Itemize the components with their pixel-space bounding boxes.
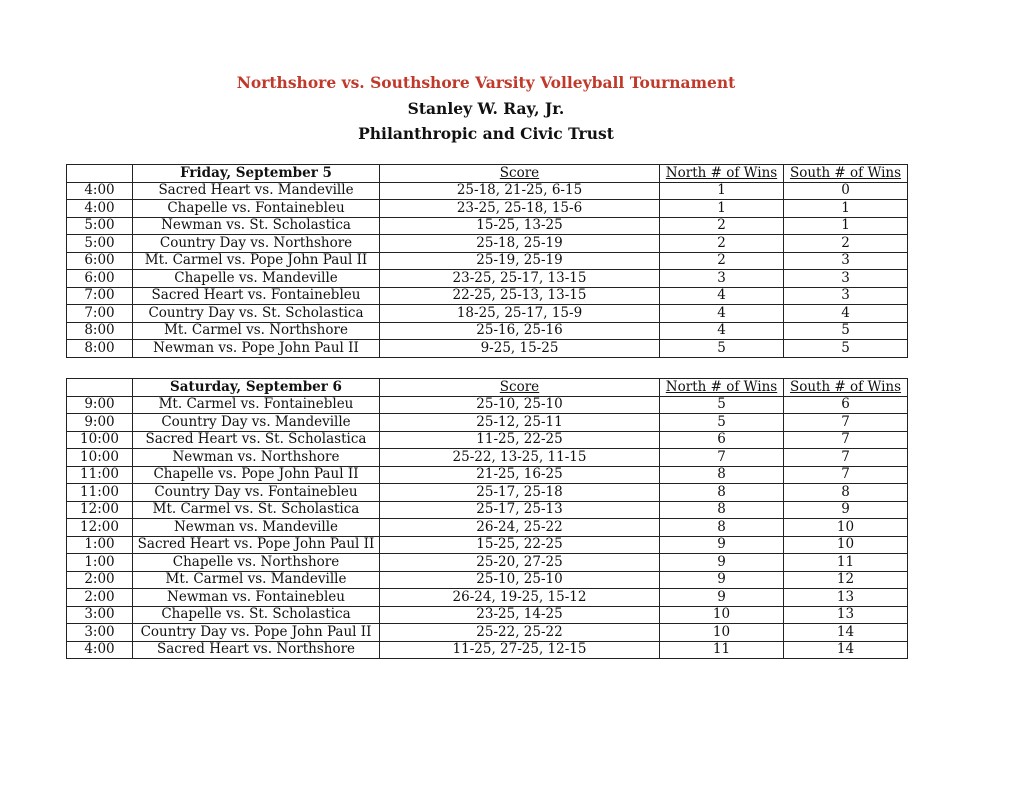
match-time-cell: 7:00 bbox=[67, 305, 133, 323]
match-score-cell: 26-24, 19-25, 15-12 bbox=[380, 589, 660, 607]
match-teams-cell: Sacred Heart vs. Mandeville bbox=[133, 182, 380, 200]
match-time-cell: 6:00 bbox=[67, 270, 133, 288]
match-time-cell: 12:00 bbox=[67, 519, 133, 537]
north-wins-cell: 2 bbox=[660, 217, 784, 235]
match-teams-cell: Newman vs. Northshore bbox=[133, 449, 380, 467]
south-wins-cell: 7 bbox=[784, 449, 908, 467]
south-wins-cell: 3 bbox=[784, 270, 908, 288]
table-header-row bbox=[67, 165, 908, 183]
match-teams-cell: Sacred Heart vs. Pope John Paul II bbox=[133, 536, 380, 554]
south-wins-header: South # of Wins bbox=[784, 379, 908, 397]
match-time-cell: 8:00 bbox=[67, 322, 133, 340]
south-wins-cell: 11 bbox=[784, 554, 908, 572]
match-teams-cell: Sacred Heart vs. Northshore bbox=[133, 641, 380, 659]
north-wins-cell: 9 bbox=[660, 536, 784, 554]
match-teams-cell: Chapelle vs. Fontainebleu bbox=[133, 200, 380, 218]
match-teams-cell: Mt. Carmel vs. St. Scholastica bbox=[133, 501, 380, 519]
north-wins-cell: 2 bbox=[660, 252, 784, 270]
south-wins-cell: 6 bbox=[784, 396, 908, 414]
match-score-cell: 25-12, 25-11 bbox=[380, 414, 660, 432]
table-row bbox=[67, 200, 908, 218]
table-row bbox=[67, 322, 908, 340]
match-time-cell: 5:00 bbox=[67, 217, 133, 235]
north-wins-header: North # of Wins bbox=[660, 165, 784, 183]
match-teams-cell: Chapelle vs. St. Scholastica bbox=[133, 606, 380, 624]
table-row bbox=[67, 606, 908, 624]
match-time-cell: 10:00 bbox=[67, 449, 133, 467]
south-wins-cell: 8 bbox=[784, 484, 908, 502]
sponsor-name: Stanley W. Ray, Jr. bbox=[407, 99, 565, 118]
saturday-table-body bbox=[67, 396, 908, 659]
day-header-saturday: Saturday, September 6 bbox=[133, 379, 380, 397]
south-wins-cell: 2 bbox=[784, 235, 908, 253]
north-wins-cell: 5 bbox=[660, 396, 784, 414]
match-time-cell: 2:00 bbox=[67, 571, 133, 589]
match-time-cell: 4:00 bbox=[67, 182, 133, 200]
match-score-cell: 25-18, 21-25, 6-15 bbox=[380, 182, 660, 200]
table-row bbox=[67, 396, 908, 414]
match-score-cell: 25-10, 25-10 bbox=[380, 396, 660, 414]
north-wins-cell: 3 bbox=[660, 270, 784, 288]
match-time-cell: 1:00 bbox=[67, 536, 133, 554]
south-wins-cell: 9 bbox=[784, 501, 908, 519]
north-wins-cell: 9 bbox=[660, 571, 784, 589]
south-wins-cell: 13 bbox=[784, 589, 908, 607]
north-wins-cell: 8 bbox=[660, 501, 784, 519]
north-wins-cell: 8 bbox=[660, 519, 784, 537]
table-row bbox=[67, 589, 908, 607]
saturday-schedule-table bbox=[66, 378, 908, 659]
south-wins-cell: 1 bbox=[784, 217, 908, 235]
time-header bbox=[67, 165, 133, 183]
north-wins-cell: 4 bbox=[660, 322, 784, 340]
match-teams-cell: Country Day vs. Fontainebleu bbox=[133, 484, 380, 502]
friday-schedule-table bbox=[66, 164, 908, 358]
match-score-cell: 25-17, 25-13 bbox=[380, 501, 660, 519]
match-time-cell: 9:00 bbox=[67, 414, 133, 432]
match-teams-cell: Chapelle vs. Mandeville bbox=[133, 270, 380, 288]
table-row bbox=[67, 624, 908, 642]
south-wins-cell: 1 bbox=[784, 200, 908, 218]
table-row bbox=[67, 182, 908, 200]
match-score-cell: 25-16, 25-16 bbox=[380, 322, 660, 340]
match-teams-cell: Newman vs. St. Scholastica bbox=[133, 217, 380, 235]
north-wins-cell: 1 bbox=[660, 182, 784, 200]
table-row bbox=[67, 287, 908, 305]
match-score-cell: 25-22, 25-22 bbox=[380, 624, 660, 642]
match-time-cell: 5:00 bbox=[67, 235, 133, 253]
match-score-cell: 25-10, 25-10 bbox=[380, 571, 660, 589]
north-wins-cell: 9 bbox=[660, 589, 784, 607]
match-teams-cell: Country Day vs. St. Scholastica bbox=[133, 305, 380, 323]
south-wins-cell: 3 bbox=[784, 287, 908, 305]
table-row bbox=[67, 235, 908, 253]
match-time-cell: 4:00 bbox=[67, 641, 133, 659]
match-teams-cell: Mt. Carmel vs. Pope John Paul II bbox=[133, 252, 380, 270]
table-row bbox=[67, 519, 908, 537]
south-wins-cell: 7 bbox=[784, 466, 908, 484]
match-teams-cell: Newman vs. Fontainebleu bbox=[133, 589, 380, 607]
south-wins-cell: 0 bbox=[784, 182, 908, 200]
match-score-cell: 26-24, 25-22 bbox=[380, 519, 660, 537]
south-wins-cell: 12 bbox=[784, 571, 908, 589]
score-header: Score bbox=[380, 379, 660, 397]
table-row bbox=[67, 536, 908, 554]
match-score-cell: 11-25, 22-25 bbox=[380, 431, 660, 449]
match-score-cell: 25-22, 13-25, 11-15 bbox=[380, 449, 660, 467]
friday-table-body bbox=[67, 182, 908, 357]
match-time-cell: 11:00 bbox=[67, 484, 133, 502]
match-teams-cell: Chapelle vs. Northshore bbox=[133, 554, 380, 572]
table-row bbox=[67, 641, 908, 659]
table-row bbox=[67, 466, 908, 484]
table-row bbox=[67, 217, 908, 235]
table-row bbox=[67, 340, 908, 358]
match-score-cell: 23-25, 14-25 bbox=[380, 606, 660, 624]
north-wins-cell: 1 bbox=[660, 200, 784, 218]
match-score-cell: 15-25, 13-25 bbox=[380, 217, 660, 235]
match-time-cell: 6:00 bbox=[67, 252, 133, 270]
match-time-cell: 8:00 bbox=[67, 340, 133, 358]
match-score-cell: 21-25, 16-25 bbox=[380, 466, 660, 484]
north-wins-cell: 9 bbox=[660, 554, 784, 572]
match-teams-cell: Country Day vs. Pope John Paul II bbox=[133, 624, 380, 642]
south-wins-cell: 10 bbox=[784, 536, 908, 554]
table-row bbox=[67, 270, 908, 288]
match-time-cell: 2:00 bbox=[67, 589, 133, 607]
table-row bbox=[67, 252, 908, 270]
north-wins-cell: 8 bbox=[660, 466, 784, 484]
match-time-cell: 4:00 bbox=[67, 200, 133, 218]
south-wins-cell: 3 bbox=[784, 252, 908, 270]
sponsor-trust: Philanthropic and Civic Trust bbox=[358, 124, 614, 143]
table-row bbox=[67, 305, 908, 323]
north-wins-header: North # of Wins bbox=[660, 379, 784, 397]
south-wins-cell: 4 bbox=[784, 305, 908, 323]
match-score-cell: 25-19, 25-19 bbox=[380, 252, 660, 270]
table-row bbox=[67, 449, 908, 467]
match-time-cell: 3:00 bbox=[67, 624, 133, 642]
match-time-cell: 11:00 bbox=[67, 466, 133, 484]
north-wins-cell: 6 bbox=[660, 431, 784, 449]
south-wins-cell: 5 bbox=[784, 322, 908, 340]
south-wins-cell: 14 bbox=[784, 624, 908, 642]
north-wins-cell: 5 bbox=[660, 414, 784, 432]
match-score-cell: 23-25, 25-17, 13-15 bbox=[380, 270, 660, 288]
match-score-cell: 25-20, 27-25 bbox=[380, 554, 660, 572]
match-score-cell: 25-17, 25-18 bbox=[380, 484, 660, 502]
south-wins-cell: 10 bbox=[784, 519, 908, 537]
match-score-cell: 22-25, 25-13, 13-15 bbox=[380, 287, 660, 305]
match-time-cell: 12:00 bbox=[67, 501, 133, 519]
match-teams-cell: Chapelle vs. Pope John Paul II bbox=[133, 466, 380, 484]
match-score-cell: 9-25, 15-25 bbox=[380, 340, 660, 358]
table-row bbox=[67, 484, 908, 502]
table-row bbox=[67, 554, 908, 572]
north-wins-cell: 11 bbox=[660, 641, 784, 659]
table-row bbox=[67, 571, 908, 589]
match-score-cell: 25-18, 25-19 bbox=[380, 235, 660, 253]
south-wins-cell: 7 bbox=[784, 414, 908, 432]
north-wins-cell: 4 bbox=[660, 305, 784, 323]
match-score-cell: 11-25, 27-25, 12-15 bbox=[380, 641, 660, 659]
match-time-cell: 9:00 bbox=[67, 396, 133, 414]
table-header-row bbox=[67, 379, 908, 397]
south-wins-header: South # of Wins bbox=[784, 165, 908, 183]
match-time-cell: 3:00 bbox=[67, 606, 133, 624]
match-teams-cell: Newman vs. Pope John Paul II bbox=[133, 340, 380, 358]
match-teams-cell: Sacred Heart vs. St. Scholastica bbox=[133, 431, 380, 449]
match-time-cell: 10:00 bbox=[67, 431, 133, 449]
north-wins-cell: 10 bbox=[660, 624, 784, 642]
north-wins-cell: 10 bbox=[660, 606, 784, 624]
match-teams-cell: Mt. Carmel vs. Mandeville bbox=[133, 571, 380, 589]
match-teams-cell: Sacred Heart vs. Fontainebleu bbox=[133, 287, 380, 305]
match-teams-cell: Country Day vs. Northshore bbox=[133, 235, 380, 253]
north-wins-cell: 4 bbox=[660, 287, 784, 305]
north-wins-cell: 7 bbox=[660, 449, 784, 467]
table-row bbox=[67, 414, 908, 432]
day-header-friday: Friday, September 5 bbox=[133, 165, 380, 183]
match-time-cell: 1:00 bbox=[67, 554, 133, 572]
match-score-cell: 15-25, 22-25 bbox=[380, 536, 660, 554]
south-wins-cell: 5 bbox=[784, 340, 908, 358]
south-wins-cell: 7 bbox=[784, 431, 908, 449]
match-teams-cell: Newman vs. Mandeville bbox=[133, 519, 380, 537]
south-wins-cell: 13 bbox=[784, 606, 908, 624]
match-teams-cell: Mt. Carmel vs. Northshore bbox=[133, 322, 380, 340]
match-teams-cell: Country Day vs. Mandeville bbox=[133, 414, 380, 432]
north-wins-cell: 5 bbox=[660, 340, 784, 358]
north-wins-cell: 8 bbox=[660, 484, 784, 502]
time-header bbox=[67, 379, 133, 397]
match-score-cell: 18-25, 25-17, 15-9 bbox=[380, 305, 660, 323]
north-wins-cell: 2 bbox=[660, 235, 784, 253]
match-teams-cell: Mt. Carmel vs. Fontainebleu bbox=[133, 396, 380, 414]
score-header: Score bbox=[380, 165, 660, 183]
match-score-cell: 23-25, 25-18, 15-6 bbox=[380, 200, 660, 218]
table-row bbox=[67, 431, 908, 449]
match-time-cell: 7:00 bbox=[67, 287, 133, 305]
tournament-title: Northshore vs. Southshore Varsity Volleyball Tournament bbox=[236, 73, 736, 92]
south-wins-cell: 14 bbox=[784, 641, 908, 659]
table-row bbox=[67, 501, 908, 519]
